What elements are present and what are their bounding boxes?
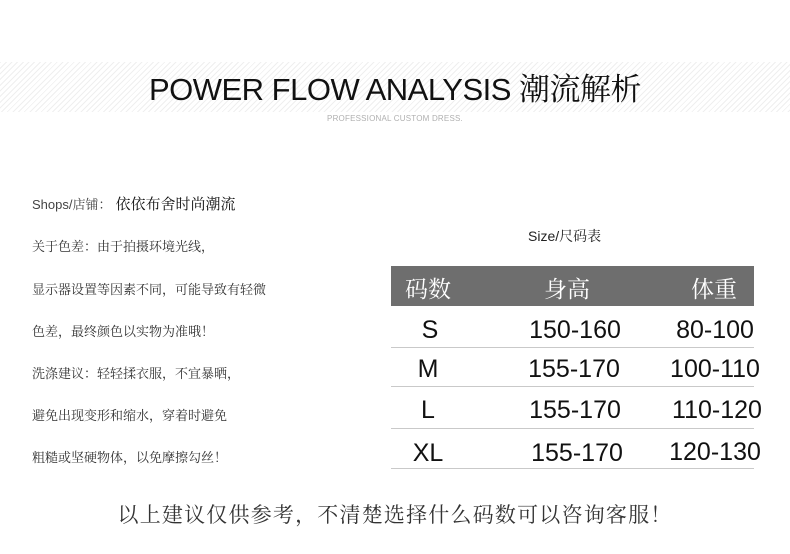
size-cell: XL	[412, 439, 444, 467]
note-line: 显示器设置等因素不同，可能导致有轻微	[32, 283, 267, 298]
note-line: 色差，最终颜色以实物为准哦！	[32, 325, 215, 340]
height-cell: 155-170	[528, 355, 620, 383]
note-line: 粗糙或坚硬物体，以免摩擦勾丝！	[32, 451, 228, 466]
height-cell: 150-160	[529, 316, 621, 344]
header-size: 码数	[405, 277, 451, 303]
height-cell: 155-170	[529, 396, 621, 424]
size-table-caption: Size/尺码表	[528, 228, 602, 244]
size-cell: S	[421, 316, 439, 344]
weight-cell: 110-120	[672, 396, 762, 424]
height-cell: 155-170	[531, 439, 623, 467]
footer-note: 以上建议仅供参考，不清楚选择什么码数可以咨询客服！	[117, 503, 673, 527]
note-line: 洗涤建议：轻轻揉衣服，不宜暴晒，	[32, 367, 241, 382]
header-height: 身高	[544, 277, 590, 303]
weight-cell: 100-110	[670, 355, 760, 383]
size-cell: L	[421, 396, 435, 424]
shop-info	[32, 193, 236, 214]
shop-label: Shops/店铺：	[32, 197, 112, 212]
size-cell: M	[417, 355, 439, 383]
page-subtitle: PROFESSIONAL CUSTOM DRESS.	[327, 114, 463, 123]
page-title: POWER FLOW ANALYSIS 潮流解析	[148, 72, 642, 107]
size-table-header	[391, 266, 754, 306]
note-line: 关于色差：由于拍摄环境光线，	[32, 240, 215, 255]
row-divider	[391, 386, 754, 387]
row-divider	[391, 468, 754, 469]
row-divider	[391, 347, 754, 348]
row-divider	[391, 428, 754, 429]
header-weight: 体重	[691, 277, 737, 303]
shop-name: 依依布舍时尚潮流	[115, 195, 236, 213]
weight-cell: 120-130	[669, 438, 761, 466]
note-line: 避免出现变形和缩水，穿着时避免	[32, 409, 228, 424]
weight-cell: 80-100	[676, 316, 754, 344]
